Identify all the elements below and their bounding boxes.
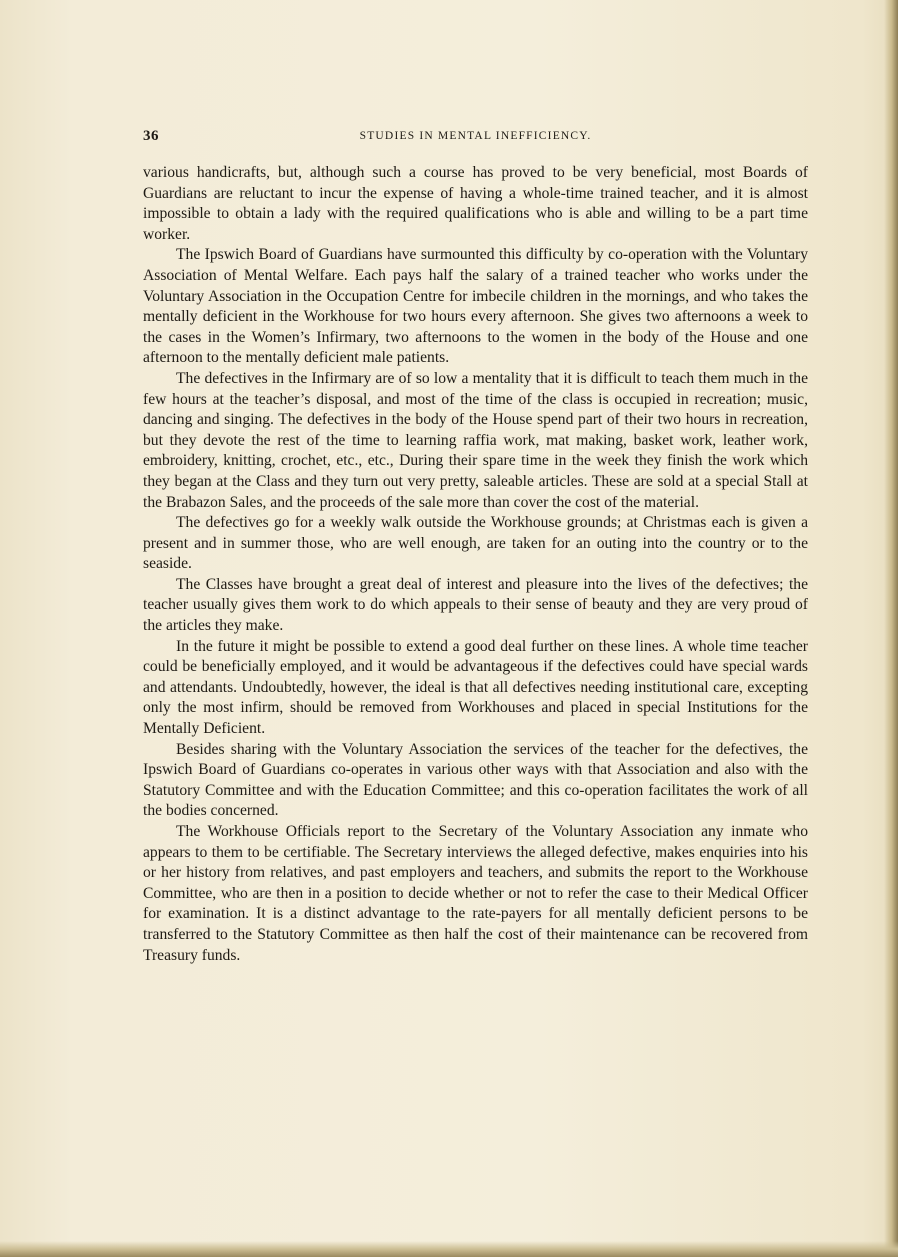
body-text	[143, 163, 808, 966]
page-header	[143, 128, 808, 150]
paragraph: The defectives go for a weekly walk outside the Workhouse grounds; at Christmas each is given a present and in summer those, who are well enough, are taken for an outing into the country or to the seaside.	[143, 514, 808, 573]
paragraph: The Workhouse Officials report to the Secretary of the Voluntary Association any inmate who appears to them to be certifiable. The Secretary interviews the alleged defective, makes enquiries into his or her history from relatives, and past employers and teachers, and submits the report to the Workhouse Committee, who are then in a position to decide whether or not to refer the case to their Medical Officer for examination. It is a distinct advantage to the rate-payers for all mentally deficient persons to be transferred to the Statutory Committee as then half the cost of their maintenance can be recovered from Treasury funds.	[143, 823, 808, 964]
paragraph: The defectives in the Infirmary are of so low a mentality that it is difficult to teach them much in the few hours at the teacher’s disposal, and most of the time of the class is occupied in recreation; music, dancing and singing. The defectives in the body of the House spend part of their two hours in recreation, but they devote the rest of the time to learning raffia work, mat making, basket work, leather work, embroidery, knitting, crochet, etc., etc., During their spare time in the week they finish the work which they began at the Class and they turn out very pretty, saleable articles. These are sold at a special Stall at the Brabazon Sales, and the proceeds of the sale more than cover the cost of the material.	[143, 369, 808, 511]
paragraph: The Classes have brought a great deal of interest and pleasure into the lives of the defectives; the teacher usually gives them work to do which appeals to their sense of beauty and they are very proud of the articles they make.	[143, 575, 808, 635]
running-title: STUDIES IN MENTAL INEFFICIENCY.	[359, 130, 592, 142]
page-edge-right	[884, 0, 898, 1257]
page-edge-bottom	[0, 1241, 898, 1257]
paragraph: Besides sharing with the Voluntary Association the services of the teacher for the defectives, the Ipswich Board of Guardians co-operates in various other ways with that Association and also with the Statutory Committee and with the Education Committee; and this co-operation facilitates the work of all the bodies concerned.	[143, 740, 808, 820]
page-number: 36	[143, 128, 159, 144]
paragraph: The Ipswich Board of Guardians have surmounted this difficulty by co-operation with the Voluntary Association of Mental Welfare. Each pays half the salary of a trained teacher who works under the Voluntary Association in the Occupation Centre for imbecile children in the mornings, and who takes the mentally deficient in the Workhouse for two hours every afternoon. She gives two afternoons a week to the cases in the Women’s Infirmary, two afternoons to the women in the body of the House and one afternoon to the mentally deficient male patients.	[143, 246, 808, 367]
paragraph: In the future it might be possible to extend a good deal further on these lines. A whole time teacher could be beneficially employed, and it would be advantageous if the defectives could have special wards and attendants. Undoubtedly, however, the ideal is that all defectives needing institutional care, excepting only the most infirm, should be removed from Workhouses and placed in special Institutions for the Mentally Deficient.	[143, 637, 808, 738]
paragraph: various handicrafts, but, although such a course has proved to be very beneficial, most Boards of Guardians are reluctant to incur the expense of having a whole-time trained teacher, and it is almost impossible to obtain a lady with the required qualifications who is able and willing to be a part time worker.	[143, 164, 808, 243]
